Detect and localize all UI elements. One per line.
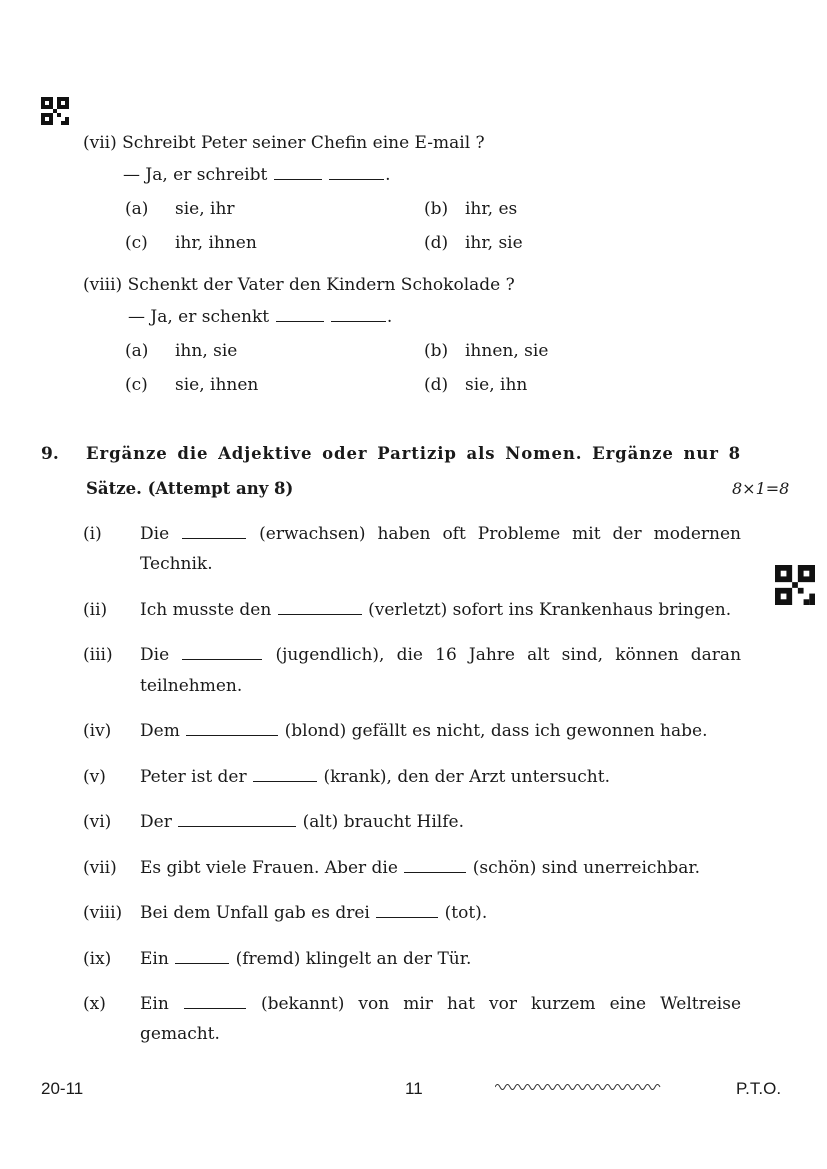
item-before: Ein: [140, 994, 169, 1014]
item-after: (krank), den der Arzt untersucht.: [323, 767, 610, 787]
answer-prefix: — Ja, er schreibt: [123, 165, 268, 185]
item-number: (i): [83, 524, 102, 544]
item-text-line2: gemacht.: [140, 1024, 220, 1044]
option-label: (c): [125, 233, 148, 253]
answer-line: — Ja, er schenkt .: [128, 307, 393, 327]
item-number: (iv): [83, 721, 112, 741]
item-text: [140, 949, 471, 969]
item-number: (ix): [83, 949, 112, 969]
item-text: [140, 645, 741, 665]
answer-blank: [329, 165, 384, 180]
item-after: (tot).: [444, 903, 488, 923]
option-text: sie, ihr: [175, 199, 235, 219]
question-number: 9.: [41, 444, 59, 464]
option-c: [125, 233, 148, 253]
paper-code: 20-11: [41, 1079, 84, 1098]
option-b: [424, 199, 448, 219]
option-text: ihr, es: [465, 199, 518, 219]
answer-blank: [182, 524, 246, 539]
item-before: Ich musste den: [140, 600, 272, 620]
option-label: (d): [424, 375, 449, 395]
option-label: (b): [424, 199, 449, 219]
answer-blank: [178, 812, 296, 827]
answer-blank: [182, 645, 262, 660]
item-after: (fremd) klingelt an der Tür.: [235, 949, 472, 969]
option-c: [125, 375, 148, 395]
qr-code-icon: [775, 565, 815, 605]
item-text-line2: Technik.: [140, 554, 213, 574]
wavy-line-icon: [495, 1082, 663, 1092]
option-a: [125, 341, 148, 361]
item-before: Ein: [140, 949, 169, 969]
item-after: (bekannt) von mir hat vor kurzem eine Weltreise: [260, 994, 742, 1014]
answer-prefix: — Ja, er schenkt: [128, 307, 270, 327]
answer-blank: [331, 307, 386, 322]
option-b: [424, 341, 448, 361]
qr-code-icon: [41, 97, 69, 125]
marks-label: 8×1=8: [732, 479, 790, 498]
item-text: [140, 524, 741, 544]
item-number: (x): [83, 994, 106, 1014]
answer-blank: [253, 767, 317, 782]
item-text: [140, 767, 610, 787]
item-after: (schön) sind unerreichbar.: [472, 858, 701, 878]
question-title-line2: Sätze. (Attempt any 8): [86, 479, 294, 498]
option-label: (b): [424, 341, 449, 361]
item-before: Die: [140, 524, 170, 544]
item-after: (verletzt) sofort ins Krankenhaus bringen.: [368, 600, 732, 620]
answer-blank: [376, 903, 438, 918]
option-text: ihnen, sie: [465, 341, 549, 361]
question-text: Schenkt der Vater den Kindern Schokolade ?: [127, 275, 515, 295]
option-label: (d): [424, 233, 449, 253]
item-text: [140, 600, 731, 620]
question-vii: [83, 133, 485, 153]
item-text: [140, 903, 487, 923]
question-viii: [83, 275, 515, 295]
option-text: sie, ihn: [465, 375, 528, 395]
item-text-line2: teilnehmen.: [140, 676, 243, 696]
item-after: (jugendlich), die 16 Jahre alt sind, können daran: [275, 645, 742, 665]
item-after: (blond) gefällt es nicht, dass ich gewonnen habe.: [284, 721, 708, 741]
question-text: Schreibt Peter seiner Chefin eine E-mail ?: [122, 133, 485, 153]
answer-blank: [184, 994, 246, 1009]
option-d: [424, 233, 448, 253]
item-number: (vii): [83, 858, 117, 878]
question-number: (vii): [83, 133, 117, 153]
pto-label: P.T.O.: [736, 1079, 782, 1098]
item-text: [140, 812, 464, 832]
answer-blank: [276, 307, 324, 322]
item-number: (iii): [83, 645, 113, 665]
answer-blank: [278, 600, 362, 615]
question-title: Ergänze die Adjektive oder Partizip als Nomen. Ergänze nur 8: [86, 444, 741, 463]
item-before: Die: [140, 645, 170, 665]
answer-blank: [175, 949, 229, 964]
option-text: ihr, ihnen: [175, 233, 257, 253]
question-number: (viii): [83, 275, 123, 295]
item-after: (erwachsen) haben oft Probleme mit der modernen: [259, 524, 741, 544]
answer-blank: [186, 721, 278, 736]
item-after: (alt) braucht Hilfe.: [302, 812, 464, 832]
option-label: (a): [125, 199, 149, 219]
item-number: (v): [83, 767, 106, 787]
item-text: [140, 994, 741, 1014]
item-before: Bei dem Unfall gab es drei: [140, 903, 370, 923]
option-a: [125, 199, 148, 219]
answer-blank: [274, 165, 322, 180]
option-text: sie, ihnen: [175, 375, 259, 395]
page-number: 11: [405, 1079, 423, 1098]
item-before: Peter ist der: [140, 767, 247, 787]
item-number: (ii): [83, 600, 108, 620]
option-label: (a): [125, 341, 149, 361]
item-number: (vi): [83, 812, 112, 832]
item-before: Der: [140, 812, 172, 832]
item-text: [140, 858, 700, 878]
option-text: ihn, sie: [175, 341, 238, 361]
answer-blank: [404, 858, 466, 873]
answer-line: — Ja, er schreibt .: [123, 165, 391, 185]
option-d: [424, 375, 448, 395]
item-text: [140, 721, 708, 741]
option-text: ihr, sie: [465, 233, 523, 253]
item-before: Dem: [140, 721, 180, 741]
option-label: (c): [125, 375, 148, 395]
item-number: (viii): [83, 903, 123, 923]
item-before: Es gibt viele Frauen. Aber die: [140, 858, 398, 878]
